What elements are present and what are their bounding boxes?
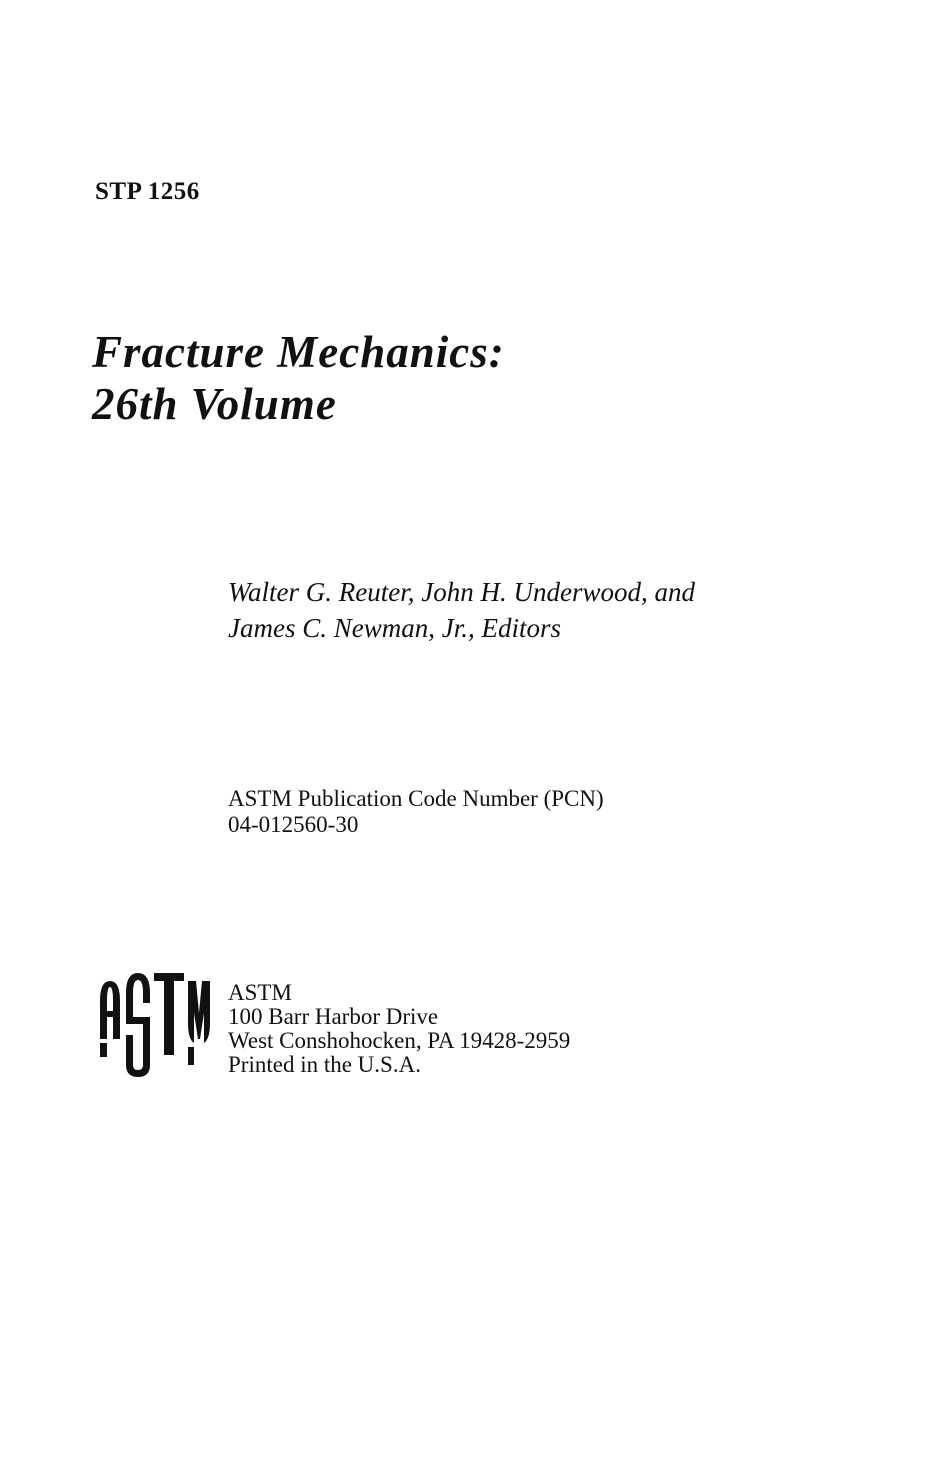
series-number: STP 1256: [95, 178, 200, 205]
publisher-street: 100 Barr Harbor Drive: [228, 1004, 439, 1029]
book-title-line-2: 26th Volume: [92, 379, 337, 429]
book-title: [92, 326, 505, 430]
book-title-line-1: Fracture Mechanics:: [92, 327, 505, 377]
publication-code-block: [228, 786, 604, 838]
publication-code-label: ASTM Publication Code Number (PCN): [228, 786, 604, 811]
editors-line-2: James C. Newman, Jr., Editors: [228, 613, 561, 643]
publisher-name: ASTM: [228, 980, 292, 1005]
publication-code-number: 04-012560-30: [228, 812, 359, 837]
publisher-block: [228, 981, 570, 1077]
astm-logo-icon: [96, 973, 212, 1077]
editors-block: [228, 574, 695, 646]
publisher-city: West Conshohocken, PA 19428-2959: [228, 1028, 571, 1053]
editors-line-1: Walter G. Reuter, John H. Underwood, and: [228, 577, 695, 607]
printed-location: Printed in the U.S.A.: [228, 1052, 421, 1077]
